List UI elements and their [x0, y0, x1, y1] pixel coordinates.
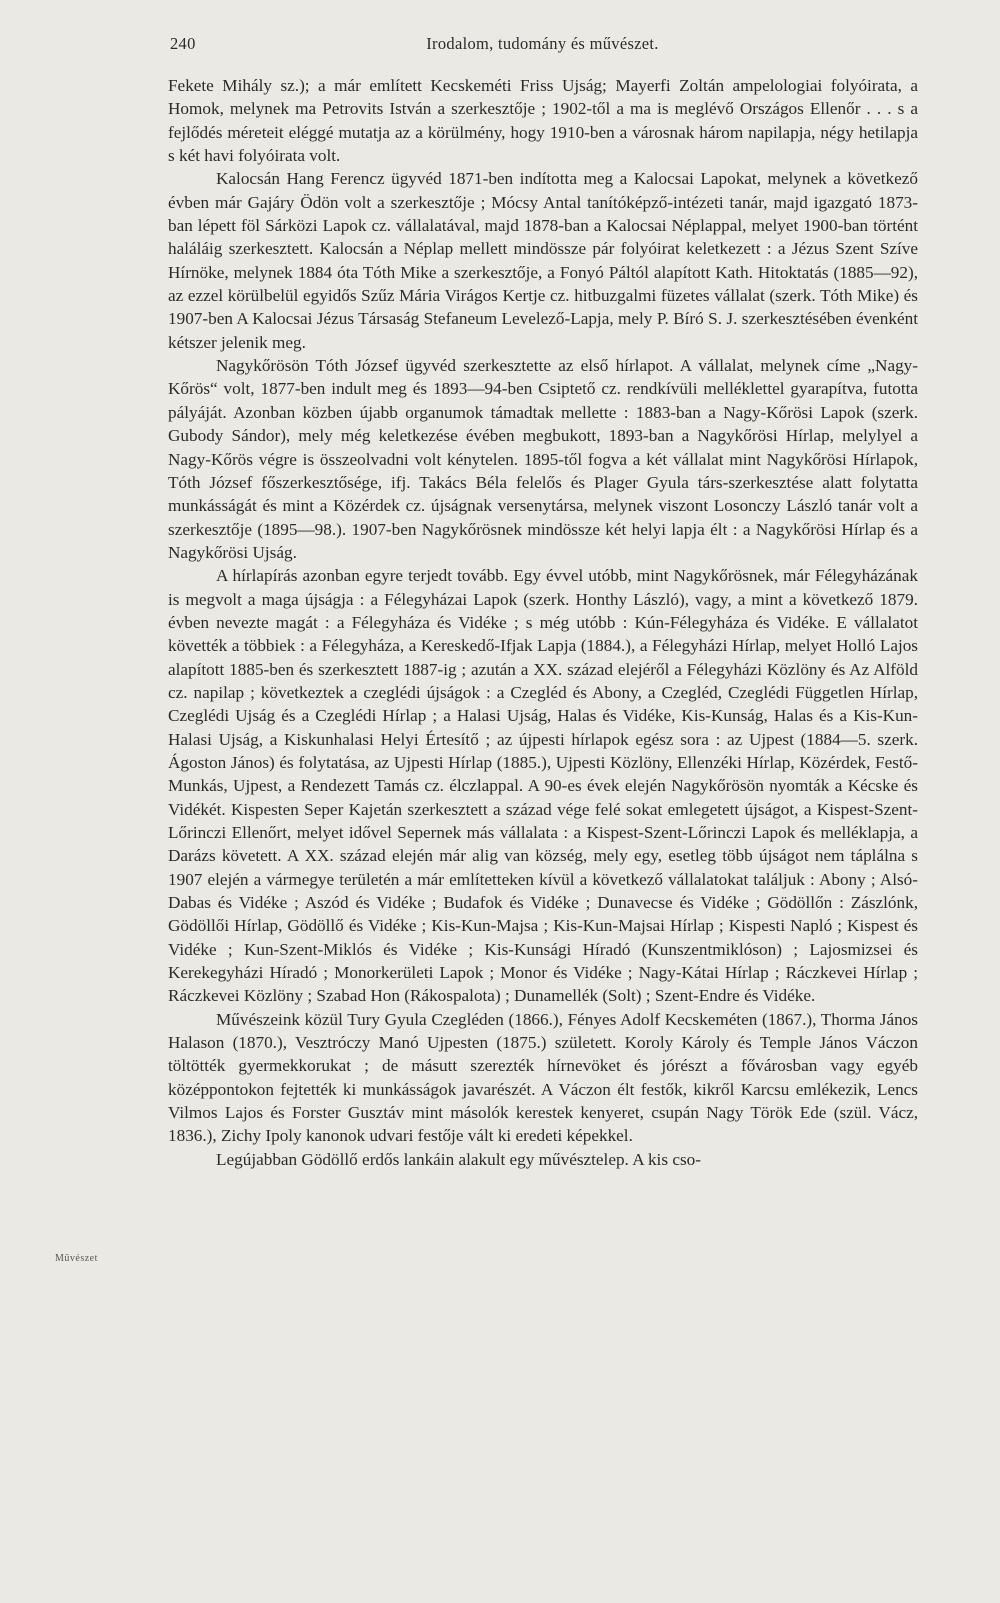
body-text	[168, 74, 918, 1171]
margin-note: Művészet	[55, 1253, 98, 1264]
paragraph: Fekete Mihály sz.); a már említett Kecskeméti Friss Ujság; Mayerfi Zoltán ampelologiai folyóirata, a Homok, melynek ma Petrovits István a szerkesztője ; 1902-től a ma is meglévő Országos Ellenőr . . . s a fejlődés méreteit eléggé mutatja az a körülmény, hogy 1910-ben a városnak három napilapja, négy hetilapja s két havi folyóirata volt.	[168, 76, 918, 166]
paragraph: A hírlapírás azonban egyre terjedt tovább. Egy évvel utóbb, mint Nagykőrösnek, már Félegyházának is megvolt a maga újságja : a Félegyházai Lapok (szerk. Honthy László), vagy, a mint a következő 1879. évben nevezte magát : a Félegyháza és Vidéke ; s még utóbb : Kún-Félegyháza és Vidéke. E vállalatot követték a többiek : a Félegyháza, a Kereskedő-Ifjak Lapja (1884.), a Félegyházi Hírlap, melyet Holló Lajos alapított 1885-ben és szerkesztett 1887-ig ; azután a XX. század elejéről a Félegyházi Közlöny és Az Alföld cz. napilap ; következtek a czeglédi újságok : a Czegléd és Abony, a Czegléd, Czeglédi Független Hírlap, Czeglédi Ujság és a Czeglédi Hírlap ; a Halasi Ujság, Halas és Vidéke, Kis-Kunság, Halas és a Kis-Kun-Halasi Ujság, a Kiskunhalasi Helyi Értesítő ; az újpesti hírlapok egész sora : az Ujpest (1884—5. szerk. Ágoston János) és folytatása, az Ujpesti Hírlap (1885.), Ujpesti Közlöny, Ellenzéki Hírlap, Közérdek, Festő-Munkás, Ujpest, a Rendezett Tamás cz. élczlappal. A 90-es évek elején Nagykőrösön nyomták a Kécske és Vidékét. Kispesten Seper Kajetán szerkesztett a század vége felé sokat emlegetett újságot, a Kispest-Szent-Lőrinczi Ellenőrt, melyet idővel Sepernek más vállalata : a Kispest-Szent-Lőrinczi Lapok és melléklapja, a Darázs követett. A XX. század elején már alig van község, mely egy, esetleg több újságot nem táplálna s 1907 elején a vármegye területén a már említetteken kívül a következő vállalatokat találjuk : Abony ; Alsó-Dabas és Vidéke ; Aszód és Vidéke ; Budafok és Vidéke ; Dunavecse és Vidéke ; Gödöllőn : Zászlónk, Gödöllői Hírlap, Gödöllő és Vidéke ; Kis-Kun-Majsa ; Kis-Kun-Majsai Hírlap ; Kispesti Napló ; Kispest és Vidéke ; Kun-Szent-Miklós és Vidéke ; Kis-Kunsági Híradó (Kunszentmiklóson) ; Lajosmizsei és Kerekegyházi Híradó ; Monorkerületi Lapok ; Monor és Vidéke ; Nagy-Kátai Hírlap ; Ráczkevei Hírlap ; Ráczkevei Közlöny ; Szabad Hon (Rákospalota) ; Dunamellék (Solt) ; Szent-Endre és Vidéke.	[168, 566, 918, 1006]
paragraph: Legújabban Gödöllő erdős lankáin alakult egy művésztelep. A kis cso-	[216, 1149, 701, 1169]
paragraph: Kalocsán Hang Ferencz ügyvéd 1871-ben indította meg a Kalocsai Lapokat, melynek a következő évben már Gajáry Ödön volt a szerkesztője ; Mócsy Antal tanítóképző-intézeti tanár, majd igazgató 1873-ban lépett föl Sárközi Lapok cz. vállalatával, majd 1878-ban a Kalocsai Néplappal, melyet 1900-ban történt haláláig szerkesztett. Kalocsán a Néplap mellett mindössze pár folyóirat keletkezett : a Jézus Szent Szíve Hírnöke, melynek 1884 óta Tóth Mike a szerkesztője, a Fonyó Páltól alapított Kath. Hitoktatás (1885—92), az ezzel körülbelül egyidős Szűz Mária Virágos Kertje cz. hitbuzgalmi füzetes vállalat (szerk. Tóth Mike) és 1907-ben A Kalocsai Jézus Társaság Stefaneum Levelező-Lapja, mely P. Bíró S. J. szerkesztésében évenként kétszer jelenik meg.	[168, 169, 918, 352]
running-title: Irodalom, tudomány és művészet.	[426, 34, 659, 53]
paragraph: Művészeink közül Tury Gyula Czegléden (1866.), Fényes Adolf Kecskeméten (1867.), Thorma János Halason (1870.), Vesztróczy Manó Ujpesten (1875.) született. Koroly Károly és Temple János Váczon töltötték gyermekkorukat ; de másutt szerezték hírnevöket és jórészt a fővárosban vagy egyéb középpontokon fejtették ki munkásságok javarészét. A Váczon élt festők, kikről Karcsu emlékezik, Lencs Vilmos Lajos és Forster Gusztáv mint másolók kerestek kenyeret, csupán Nagy Török Ede (szül. Vácz, 1836.), Zichy Ipoly kanonok udvari festője vált ki eredeti képekkel.	[168, 1009, 918, 1146]
paragraph: Nagykőrösön Tóth József ügyvéd szerkesztette az első hírlapot. A vállalat, melynek címe „Nagy-Kőrös“ volt, 1877-ben indult meg és 1893—94-ben Csiptető cz. rendkívüli melléklettel gyarapítva, futotta pályáját. Azonban közben újabb organumok támadtak mellette : 1883-ban a Nagy-Kőrösi Lapok (szerk. Gubody Sándor), mely még keletkezése évében megbukott, 1893-ban a Nagykőrösi Hírlap, melylyel a Nagy-Kőrös végre is összeolvadni volt kénytelen. 1895-től fogva a két vállalat mint Nagykőrösi Hírlapok, Tóth József főszerkesztősége, ifj. Takács Béla felelős és Plager Gyula társ-szerkesztése alatt folytatta munkásságát és mint a Közérdek cz. újságnak versenytársa, melynek viszont Losonczy László tanár volt a szerkesztője (1895—98.). 1907-ben Nagykőrösnek mindössze két helyi lapja élt : a Nagykőrösi Hírlap és a Nagykőrösi Ujság.	[168, 356, 918, 562]
page-number: 240	[170, 34, 196, 53]
